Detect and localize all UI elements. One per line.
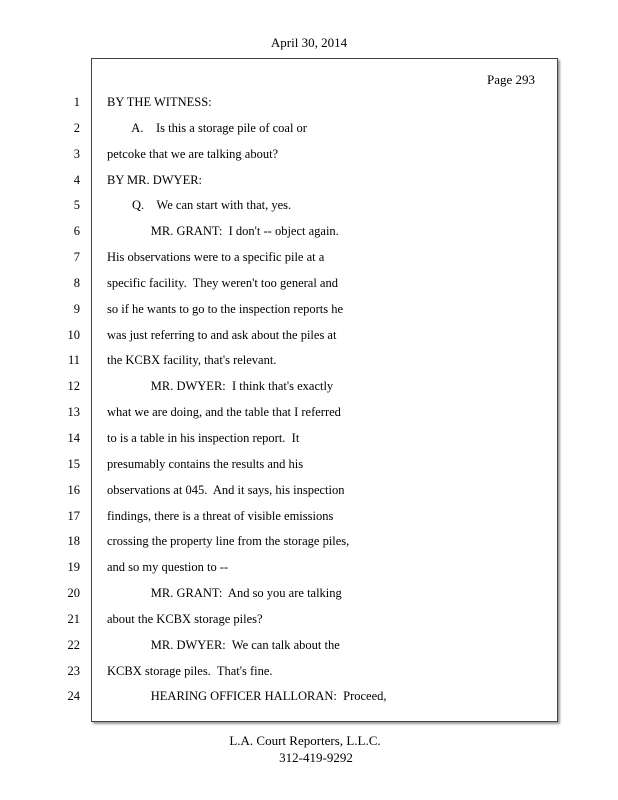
line-number: 11 <box>67 353 80 368</box>
line-number: 4 <box>73 172 80 187</box>
transcript-line: so if he wants to go to the inspection reports he <box>107 301 344 316</box>
line-number: 6 <box>73 224 80 239</box>
transcript-line: KCBX storage piles. That's fine. <box>107 663 273 678</box>
footer-company: L.A. Court Reporters, L.L.C. <box>229 733 381 748</box>
transcript-line: Q. We can start with that, yes. <box>107 198 292 213</box>
transcript-line: crossing the property line from the storage piles, <box>107 534 350 549</box>
line-number: 19 <box>67 560 80 575</box>
transcript-line: what we are doing, and the table that I referred <box>107 405 341 420</box>
line-number: 21 <box>67 611 80 626</box>
header-date: April 30, 2014 <box>270 35 348 50</box>
transcript-line: findings, there is a threat of visible emissions <box>107 508 334 523</box>
footer <box>0 733 618 766</box>
line-number: 1 <box>73 95 80 109</box>
transcript-line: His observations were to a specific pile at a <box>107 250 325 265</box>
transcript-text <box>107 94 547 714</box>
transcript-line: BY MR. DWYER: <box>107 172 203 187</box>
line-number: 20 <box>67 586 80 601</box>
transcript-line: the KCBX facility, that's relevant. <box>107 353 277 368</box>
transcript-line: HEARING OFFICER HALLORAN: Proceed, <box>107 689 387 704</box>
line-number: 3 <box>73 146 80 161</box>
transcript-line: about the KCBX storage piles? <box>107 611 263 626</box>
transcript-line: to is a table in his inspection report. It <box>107 430 300 445</box>
line-number: 13 <box>67 405 80 420</box>
line-number: 9 <box>73 301 80 316</box>
line-number: 22 <box>67 637 80 652</box>
transcript-line: was just referring to and ask about the piles at <box>107 327 337 342</box>
line-number: 5 <box>73 198 80 213</box>
line-number: 8 <box>73 275 80 290</box>
page-number: Page 293 <box>486 72 535 87</box>
transcript-line: MR. GRANT: And so you are talking <box>107 586 342 601</box>
line-number: 24 <box>67 689 80 704</box>
line-number: 14 <box>67 430 80 445</box>
line-number: 12 <box>67 379 80 394</box>
footer-phone: 312-419-9292 <box>279 750 353 765</box>
transcript-line: petcoke that we are talking about? <box>107 146 279 161</box>
line-numbers-column <box>40 94 80 714</box>
line-number: 16 <box>67 482 80 497</box>
transcript-line: MR. DWYER: We can talk about the <box>107 637 340 652</box>
line-number: 7 <box>73 250 80 265</box>
transcript-line: BY THE WITNESS: <box>107 95 212 109</box>
line-number: 18 <box>67 534 80 549</box>
transcript-line: MR. DWYER: I think that's exactly <box>107 379 334 394</box>
line-number: 23 <box>67 663 80 678</box>
line-number: 17 <box>67 508 80 523</box>
line-number: 2 <box>73 120 80 135</box>
transcript-line: specific facility. They weren't too general and <box>107 275 338 290</box>
line-number: 15 <box>67 456 80 471</box>
transcript-line: A. Is this a storage pile of coal or <box>107 120 307 135</box>
line-number: 10 <box>67 327 80 342</box>
transcript-line: presumably contains the results and his <box>107 456 304 471</box>
transcript-line: and so my question to -- <box>107 560 229 575</box>
transcript-line: MR. GRANT: I don't -- object again. <box>107 224 339 239</box>
transcript-line: observations at 045. And it says, his inspection <box>107 482 345 497</box>
